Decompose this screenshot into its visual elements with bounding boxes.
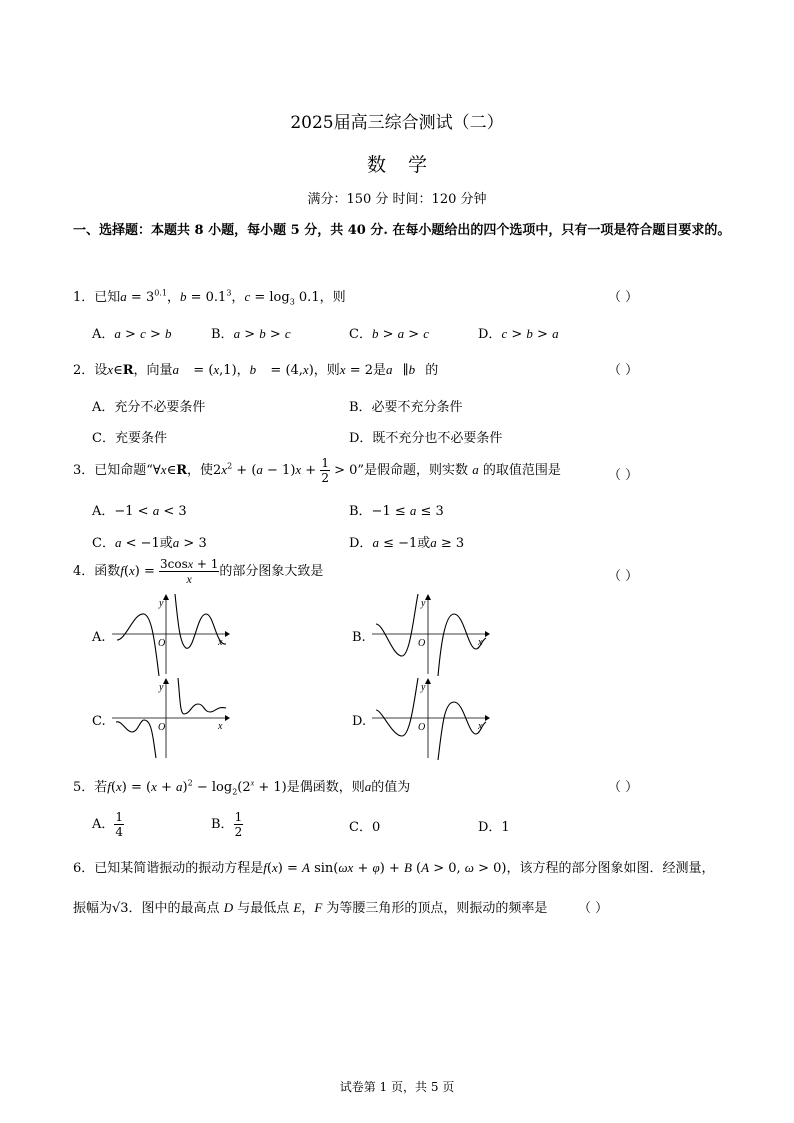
graph-c-left-curve <box>116 720 156 758</box>
exam-meta: 满分：150 分 时间：120 分钟 <box>307 192 487 207</box>
graph-b <box>372 594 490 676</box>
q1-option-a: A．a > c > b <box>92 326 172 342</box>
q3-option-a: A．−1 < a < 3 <box>92 503 187 519</box>
section-heading: 一、选择题：本题共 8 小题，每小题 5 分，共 40 分. 在每小题给出的四个选项中，只有一项是符合题目要求的。 <box>73 223 731 238</box>
question-4: 4．函数f(x) = $\frac{3\cos x + 1}{x}$ 的部分图象大致是 <box>73 557 324 586</box>
q2-option-a: A．充分不必要条件 <box>92 400 206 415</box>
x-axis-arrow <box>225 715 230 721</box>
q1-option-b: B．a > b > c <box>211 326 291 342</box>
origin-label: O <box>418 638 426 649</box>
y-axis-arrow <box>163 678 169 684</box>
question-6-number: 6． <box>73 861 95 876</box>
question-4-number: 4． <box>73 564 95 579</box>
y-label: y <box>159 598 164 609</box>
question-3-number: 3． <box>73 463 95 478</box>
graph-d <box>372 678 490 760</box>
q4-option-a-label: A. <box>92 630 106 645</box>
question-2-number: 2． <box>73 363 95 378</box>
q3-option-c: C．a < −1或a > 3 <box>92 535 207 551</box>
graph-b-left-curve <box>376 594 418 656</box>
question-3: 3．已知命题“∀x∈R，使$2x^2 + (a - 1)x$ + $\frac{1}{2}$ > 0”是假命题，则实数 a 的取值范围是 <box>73 456 561 485</box>
question-5: 5．若$f(x) = (x + a)^2 - \log_2(2^x + 1)$是偶函数，则a的值为 <box>73 778 411 797</box>
question-1: 1．已知$a = 3^{0.1}$，$b = 0.1^3$，$c = \log_3 0.1$，则 <box>73 288 346 307</box>
question-2: 2．设x∈R，向量a⃗ = (x,1)，b⃗ = (4,x)，则x = 2是a⃗∥b⃗的 <box>73 362 439 378</box>
graph-c <box>112 678 230 760</box>
answer-blank-2: （ ） <box>608 363 639 378</box>
q3-option-d: D．a ≤ −1或a ≥ 3 <box>349 535 465 551</box>
q5-option-c: C．0 <box>349 820 381 835</box>
graph-a-left-curve <box>117 614 159 676</box>
answer-blank-1: （ ） <box>608 290 639 305</box>
subject-heading: 数学 <box>366 154 449 176</box>
q4-option-b-label: B. <box>352 630 366 645</box>
y-label: y <box>421 682 426 693</box>
x-label: x <box>218 721 223 732</box>
q5-option-d: D．1 <box>478 820 510 835</box>
q4-option-d-label: D. <box>352 714 367 729</box>
q4-option-c-label: C. <box>92 714 106 729</box>
question-1-number: 1． <box>73 290 95 305</box>
answer-blank-3: （ ） <box>608 468 639 483</box>
y-axis-arrow <box>425 678 431 684</box>
y-label: y <box>159 682 164 693</box>
x-label: x <box>478 637 483 648</box>
origin-label: O <box>418 722 426 733</box>
y-label: y <box>421 598 426 609</box>
x-axis-arrow <box>485 715 490 721</box>
answer-blank-5: （ ） <box>608 780 639 795</box>
y-axis-arrow <box>163 594 169 600</box>
graph-a <box>112 594 230 676</box>
q1-option-d: D．c > b > a <box>478 326 559 342</box>
question-6-line-1: 6．已知某简谐振动的振动方程是f(x) = A sin(ωx + φ) + B (A > 0, ω > 0)，该方程的部分图象如图．经测量， <box>73 860 715 876</box>
question-6-line-2: 振幅为√3．图中的最高点 D 与最低点 E，F 为等腰三角形的顶点，则振动的频率是 <box>73 900 548 916</box>
x-label: x <box>218 637 223 648</box>
x-axis-arrow <box>485 631 490 637</box>
q2-option-d: D．既不充分也不必要条件 <box>349 431 503 446</box>
answer-blank-4: （ ） <box>608 569 639 584</box>
origin-label: O <box>158 638 166 649</box>
x-label: x <box>478 721 483 732</box>
page-footer: 试卷第 1 页，共 5 页 <box>339 1080 455 1094</box>
graph-c-right-curve <box>178 678 226 714</box>
page-title: 2025届高三综合测试（二） <box>290 113 504 133</box>
q5-option-b: B． $\frac{1}{2}$ <box>211 810 243 839</box>
x-axis-arrow <box>225 631 230 637</box>
y-axis-arrow <box>425 594 431 600</box>
q3-option-b: B．−1 ≤ a ≤ 3 <box>349 503 444 519</box>
origin-label: O <box>158 722 166 733</box>
q5-option-a: A． $\frac{1}{4}$ <box>92 810 124 839</box>
q2-option-b: B．必要不充分条件 <box>349 400 463 415</box>
graph-d-left-curve <box>376 678 418 736</box>
q2-option-c: C．充要条件 <box>92 431 167 446</box>
q1-option-c: C．b > a > c <box>349 326 430 342</box>
answer-blank-6: （ ） <box>578 901 609 916</box>
question-5-number: 5． <box>73 780 95 795</box>
